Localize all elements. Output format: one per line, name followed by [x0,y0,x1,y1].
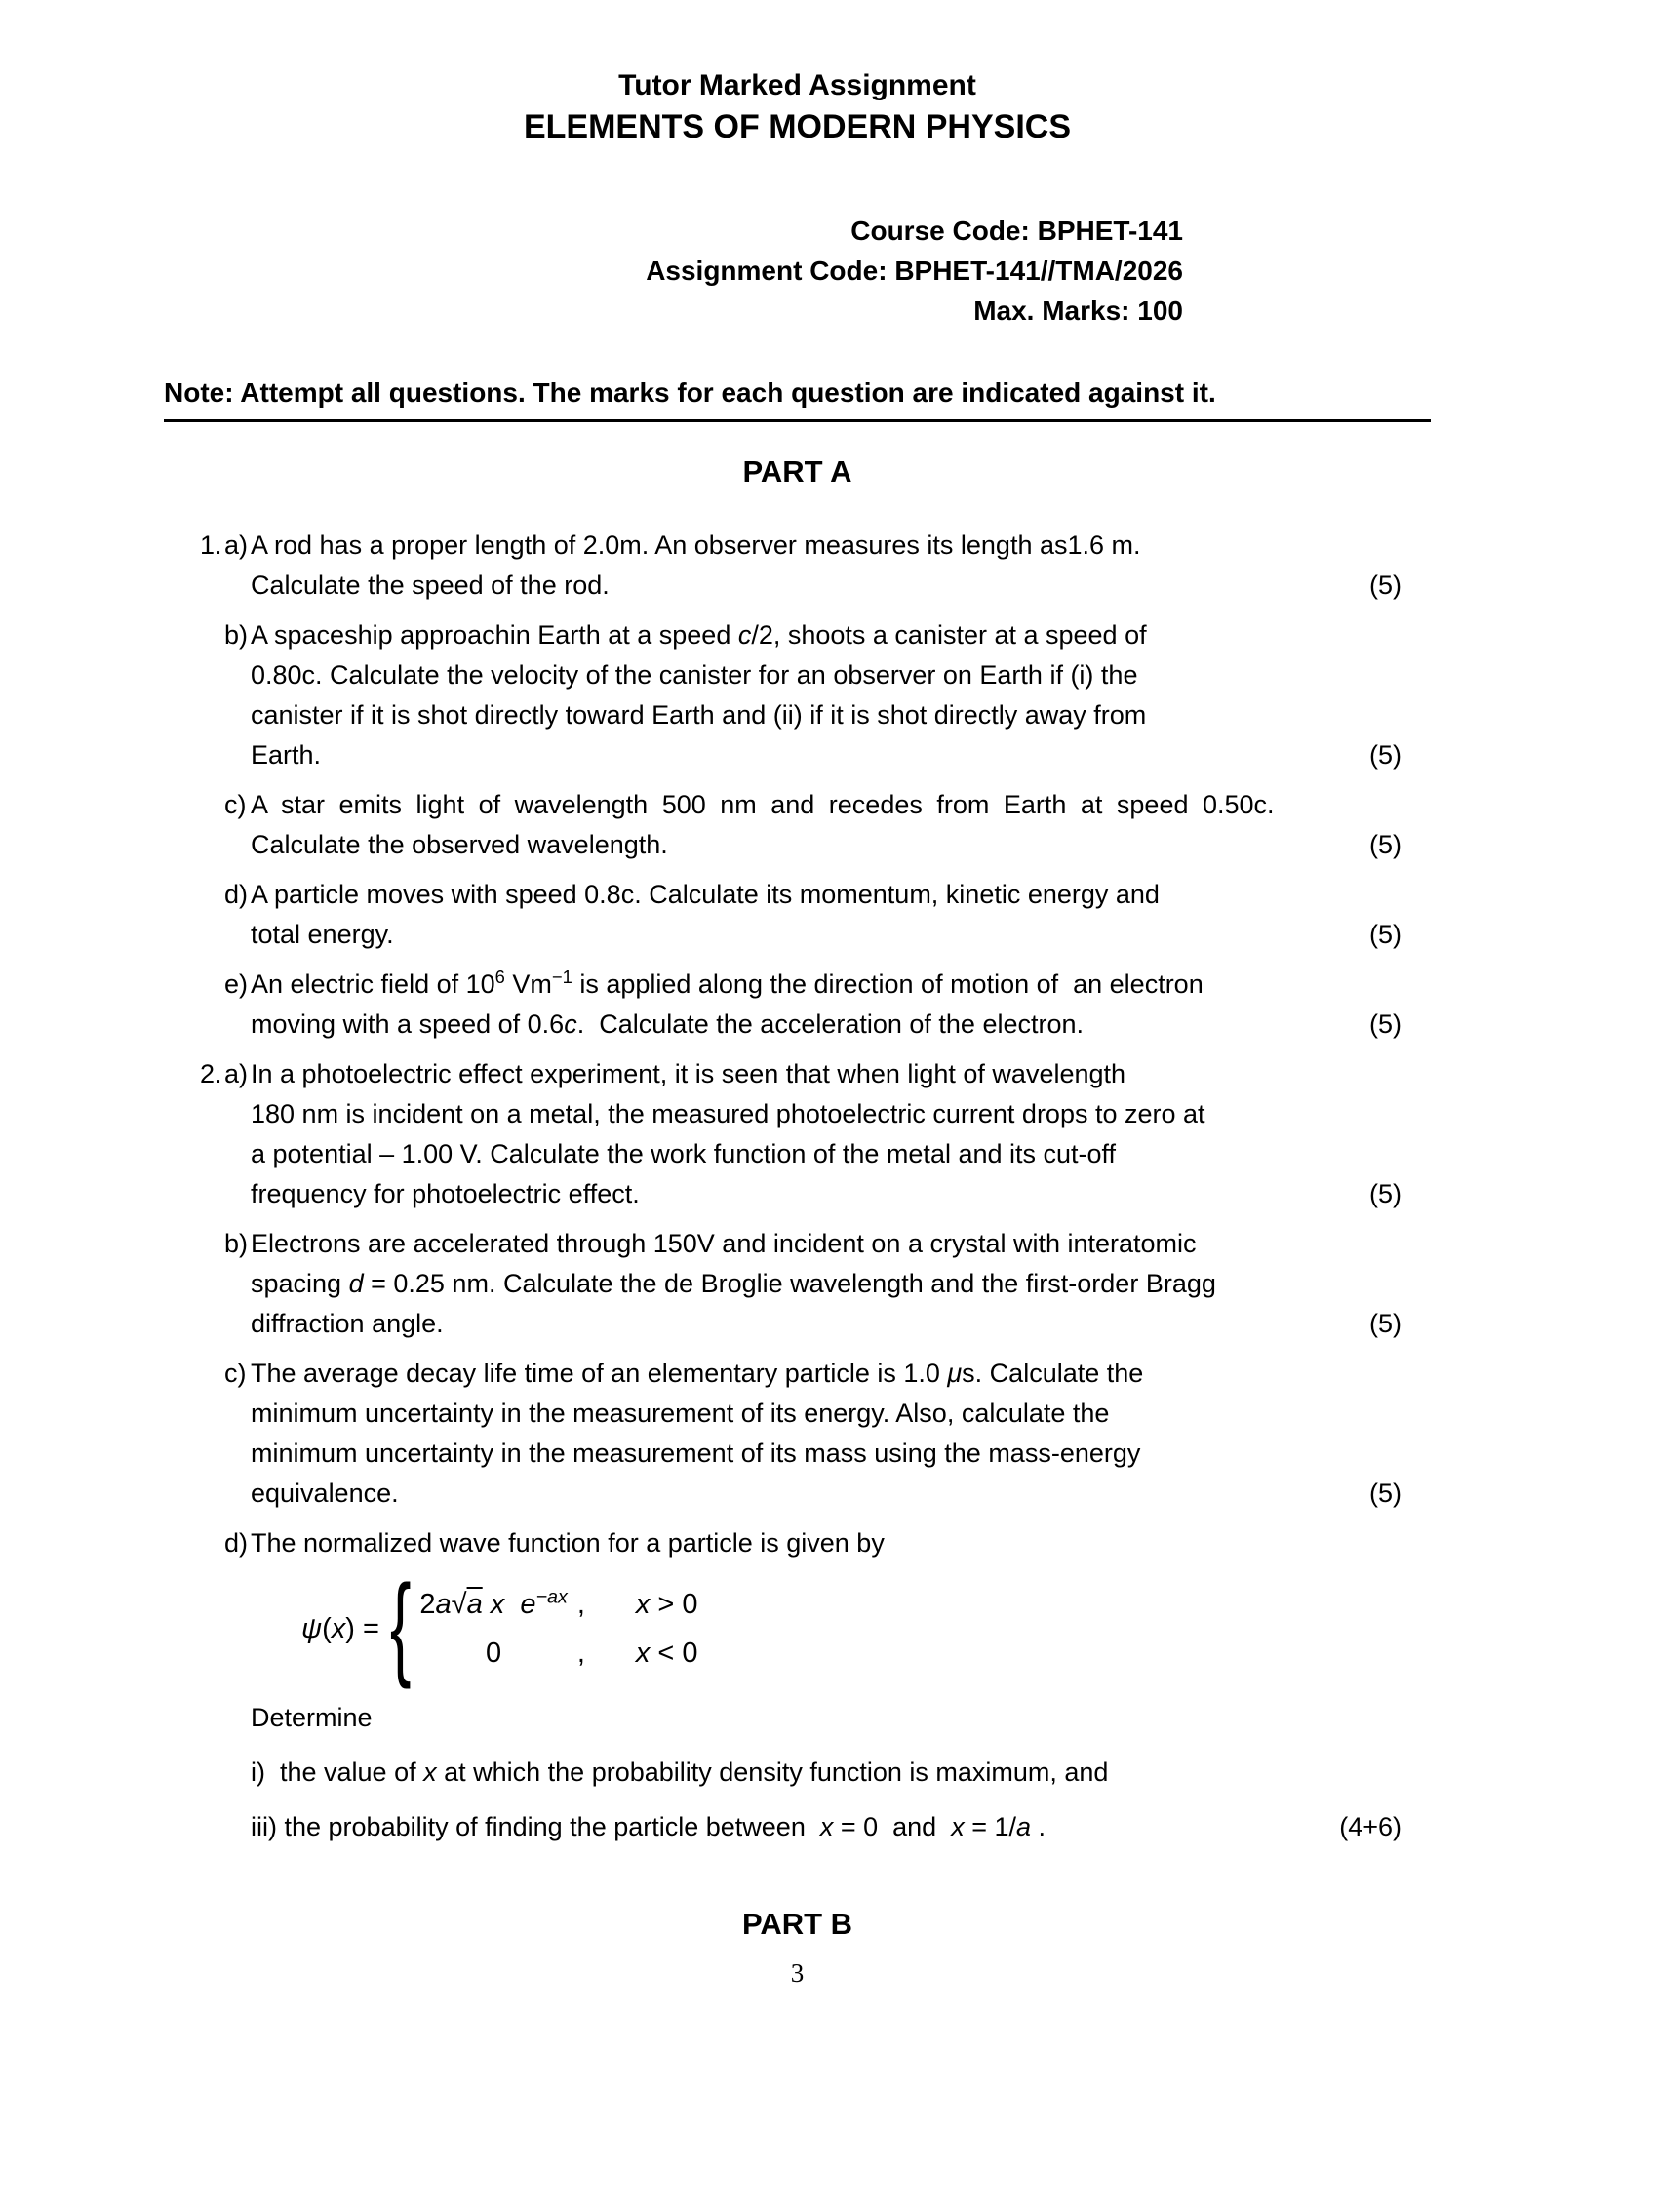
case-1-condition: x > 0 [635,1589,698,1621]
text-line: A particle moves with speed 0.8c. Calculate its momentum, kinetic energy and [251,880,1160,909]
equation-cases [419,1587,697,1671]
text-line: spacing d = 0.25 nm. Calculate the de Broglie wavelength and the first-order Bragg [251,1269,1216,1298]
part-label: a) [224,1059,249,1088]
part-text [251,1224,1304,1344]
text-line: Calculate the speed of the rod. [251,571,610,600]
text-line: equivalence. [251,1479,399,1508]
part-text [251,526,1304,606]
text-line: a potential – 1.00 V. Calculate the work function of the metal and its cut-off [251,1139,1117,1168]
text-line: minimum uncertainty in the measurement of its mass using the mass-energy [251,1439,1141,1468]
code-block [164,211,1431,331]
part-text [251,785,1304,865]
text-line: diffraction angle. [251,1309,444,1338]
question-part [164,615,1431,775]
marks: (5) [1369,740,1401,770]
part-label: b) [224,620,249,650]
text-line: Calculate the observed wavelength. [251,830,668,859]
course-code: Course Code: BPHET-141 [850,216,1183,246]
part-label: b) [224,1229,249,1258]
part-text [251,1354,1304,1514]
part-a-body [164,526,1431,1847]
case-1-expression: 2a√a x $e^{-ax}$ [419,1586,568,1621]
text-line: Electrons are accelerated through 150V and incident on a crystal with interatomic [251,1229,1197,1258]
marks: (5) [1369,1009,1401,1039]
question-number [164,1523,224,1847]
text-line: 0.80c. Calculate the velocity of the canister for an observer on Earth if (i) the [251,660,1138,690]
case-2-expression: 0 [486,1638,502,1670]
text-line: In a photoelectric effect experiment, it is seen that when light of wavelength [251,1059,1126,1088]
page-number: 3 [790,1958,805,1989]
part-label: d) [224,1528,249,1558]
text-line: A spaceship approachin Earth at a speed c/2, shoots a canister at a speed of [251,620,1147,650]
sub-item: iii) the probability of finding the particle between x = 0 and x = 1/a . [251,1812,1046,1842]
equation-lhs: ψ(x) = [301,1612,379,1644]
question-number [164,965,224,1045]
case-2-condition: x < 0 [635,1638,698,1670]
wave-function-equation [301,1561,1304,1690]
question-part [164,785,1431,865]
assignment-type-title: Tutor Marked Assignment [618,69,976,101]
marks: (5) [1369,571,1401,600]
question-part [164,965,1431,1045]
text-line: moving with a speed of 0.6c. Calculate the acceleration of the electron. [251,1009,1085,1039]
part-label: a) [224,531,249,560]
text-line: frequency for photoelectric effect. [251,1179,640,1208]
part-b-heading: PART B [741,1907,853,1942]
part-text [251,1523,1304,1847]
question-number: 1. [200,531,222,560]
question-part [164,875,1431,955]
text-line: An electric field of $10^6$ $Vm^{-1}$ is applied along the direction of motion of an electron [251,967,1204,999]
course-title: ELEMENTS OF MODERN PHYSICS [523,108,1072,145]
text-line: A star emits light of wavelength 500 nm and recedes from Earth at speed 0.50c. [251,790,1275,819]
sub-item: i) the value of x at which the probability density function is maximum, and [251,1758,1109,1788]
part-label: e) [224,969,249,999]
question-number [164,875,224,955]
assignment-code: Assignment Code: BPHET-141//TMA/2026 [646,256,1183,286]
part-text [251,615,1304,775]
max-marks: Max. Marks: 100 [973,296,1183,326]
text-line: A rod has a proper length of 2.0m. An observer measures its length as1.6 m. [251,531,1141,560]
part-label: d) [224,880,249,909]
part-a-heading: PART A [742,454,852,489]
case-1-comma: , [576,1589,585,1621]
question-number [164,785,224,865]
part-label: c) [224,790,247,819]
question-number [164,1354,224,1514]
part-text [251,965,1304,1045]
marks: (5) [1369,920,1401,949]
assignment-page [0,66,1658,1989]
question-part [164,1354,1431,1514]
marks: (5) [1369,1179,1401,1208]
text-line: The normalized wave function for a particle is given by [251,1528,885,1558]
question-part [164,1054,1431,1214]
text-line: Earth. [251,740,322,770]
question-number [164,615,224,775]
text-line: 180 nm is incident on a metal, the measured photoelectric current drops to zero at [251,1099,1205,1128]
text-line: minimum uncertainty in the measurement of its energy. Also, calculate the [251,1399,1110,1428]
question-part [164,1224,1431,1344]
curly-brace: { [389,1561,412,1690]
question-number: 2. [200,1059,222,1088]
marks: (4+6) [1339,1812,1401,1842]
marks: (5) [1369,1309,1401,1338]
determine-label: Determine [251,1703,373,1733]
marks: (5) [1369,830,1401,859]
part-text [251,875,1304,955]
text-line: canister if it is shot directly toward Earth and (ii) if it is shot directly away from [251,700,1147,730]
marks: (5) [1369,1479,1401,1508]
text-line: total energy. [251,920,394,949]
case-2-comma: , [576,1638,585,1670]
question-part [164,1523,1431,1847]
part-label: c) [224,1359,247,1388]
note-line: Note: Attempt all questions. The marks for each question are indicated against it. [164,375,1431,422]
question-part [164,526,1431,606]
part-text [251,1054,1304,1214]
text-line: The average decay life time of an elementary particle is 1.0 μs. Calculate the [251,1359,1144,1388]
question-number [164,1224,224,1344]
